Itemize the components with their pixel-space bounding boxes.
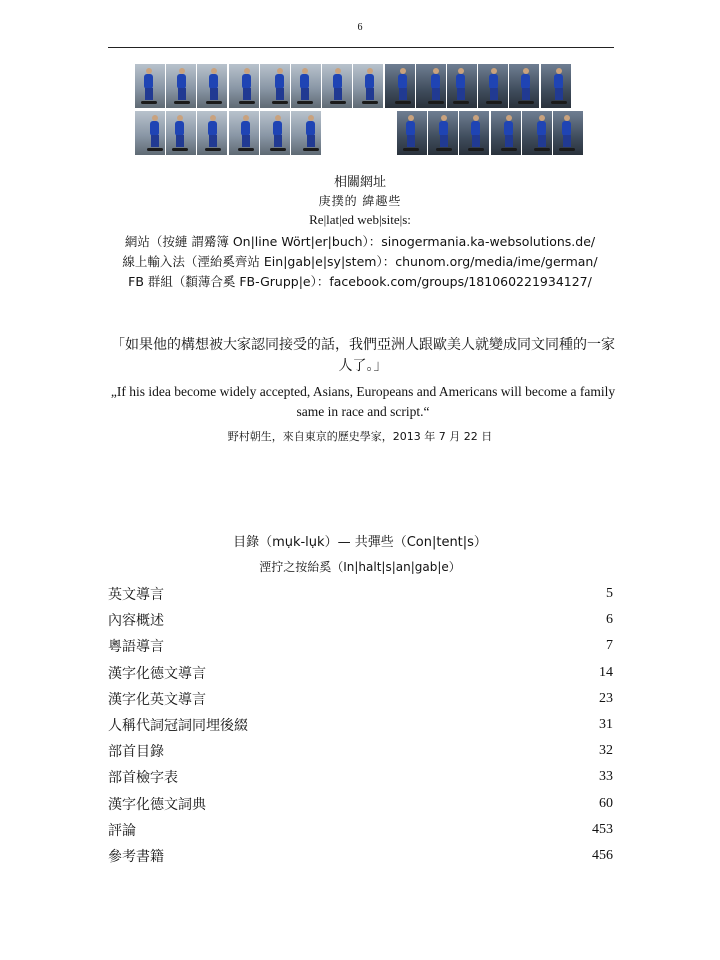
toc-entry-label: 漢字化英文導言 — [108, 691, 206, 708]
toc-entry-page: 33 — [599, 769, 613, 785]
photo-frame — [322, 64, 352, 108]
photo-frame — [197, 64, 227, 108]
toc-entry[interactable] — [108, 633, 613, 659]
photo-frame — [478, 64, 508, 108]
toc-entry-label: 參考書籍 — [108, 848, 164, 865]
photo-frame — [291, 64, 321, 108]
photo-frame — [447, 64, 477, 108]
toc-entry-label: 漢字化德文詞典 — [108, 796, 206, 813]
toc-title: 目錄（mụk-lụk）— 共彈些（Con|tent|s） — [233, 535, 487, 550]
photo-frame — [135, 64, 165, 108]
photo-frame — [260, 111, 290, 155]
table-of-contents — [108, 581, 613, 869]
photo-frame — [491, 111, 521, 155]
photo-frame — [291, 111, 321, 155]
toc-entry-label: 粵語導言 — [108, 639, 164, 656]
photo-frame — [541, 64, 571, 108]
photo-frame — [416, 64, 446, 108]
toc-entry-page: 14 — [599, 664, 613, 680]
toc-entry-page: 23 — [599, 690, 613, 706]
toc-entry-page: 60 — [599, 795, 613, 811]
toc-entry-label: 人稱代詞冠詞同埋後綴 — [108, 718, 248, 735]
toc-entry-page: 5 — [606, 586, 613, 602]
toc-entry[interactable] — [108, 686, 613, 712]
toc-entry[interactable] — [108, 607, 613, 633]
page-number: 6 — [357, 22, 363, 33]
quote-source: 野村朝生，來自東京的歷史學家，2013 年 7 月 22 日 — [227, 430, 493, 443]
toc-entry-label: 部首檢字表 — [108, 770, 178, 787]
toc-entry[interactable] — [108, 791, 613, 817]
photo-frame — [229, 111, 259, 155]
toc-entry[interactable] — [108, 738, 613, 764]
toc-entry-page: 32 — [599, 743, 613, 759]
link-facebook-group[interactable]: FB 群組（纇薄合奚 FB-Grupp|e）：facebook.com/groups/181060221934127/ — [128, 274, 592, 289]
toc-entry-page: 456 — [592, 847, 613, 863]
photo-frame — [509, 64, 539, 108]
related-heading-de: Re|lat|ed web|site|s: — [309, 212, 411, 227]
photo-frame — [229, 64, 259, 108]
toc-entry[interactable] — [108, 660, 613, 686]
toc-subtitle: 湮拧之按紿奚（In|halt|s|an|gab|e） — [259, 560, 461, 574]
toc-entry-page: 453 — [592, 821, 613, 837]
toc-entry-page: 7 — [606, 638, 613, 654]
toc-entry-label: 漢字化德文導言 — [108, 665, 206, 682]
related-heading-zh: 相關網址 — [333, 175, 386, 190]
photo-frame — [353, 64, 383, 108]
toc-entry[interactable] — [108, 764, 613, 790]
photo-frame — [397, 111, 427, 155]
photo-frame — [135, 111, 165, 155]
toc-entry[interactable] — [108, 712, 613, 738]
toc-entry-page: 6 — [606, 612, 613, 628]
toc-entry-label: 內容概述 — [108, 613, 164, 630]
photo-frame — [197, 111, 227, 155]
photo-frame — [522, 111, 552, 155]
link-website[interactable]: 網站（按縺 謂觱簿 On|line Wört|er|buch）：sinogermania.ka-websolutions.de/ — [124, 234, 596, 249]
toc-entry[interactable] — [108, 581, 613, 607]
toc-entry-label: 評論 — [108, 822, 136, 839]
photo-frame — [166, 111, 196, 155]
photo-frame — [553, 111, 583, 155]
quote-english: „If his idea become widely accepted, Asians, Europeans and Americans will become a family same in race and script.“ — [110, 384, 616, 419]
photo-frame — [459, 111, 489, 155]
toc-entry[interactable] — [108, 843, 613, 869]
header-rule — [108, 47, 614, 48]
related-heading-alt: 庚撲的 緯趣些 — [318, 194, 402, 208]
photo-frame — [260, 64, 290, 108]
toc-entry-label: 英文導言 — [108, 587, 164, 604]
toc-entry[interactable] — [108, 817, 613, 843]
toc-entry-page: 31 — [599, 717, 613, 733]
skateboard-photo-sequence — [135, 64, 575, 168]
link-input-method[interactable]: 線上輸入法（湮紿奚齊站 Ein|gab|e|sy|stem）：chunom.org/media/ime/german/ — [122, 254, 598, 269]
photo-frame — [428, 111, 458, 155]
quote-chinese: 「如果他的構想被大家認同接受的話，我們亞洲人跟歐美人就變成同文同種的一家人了。」 — [111, 337, 615, 374]
photo-frame — [166, 64, 196, 108]
photo-frame — [385, 64, 415, 108]
toc-entry-label: 部首目錄 — [108, 744, 164, 761]
